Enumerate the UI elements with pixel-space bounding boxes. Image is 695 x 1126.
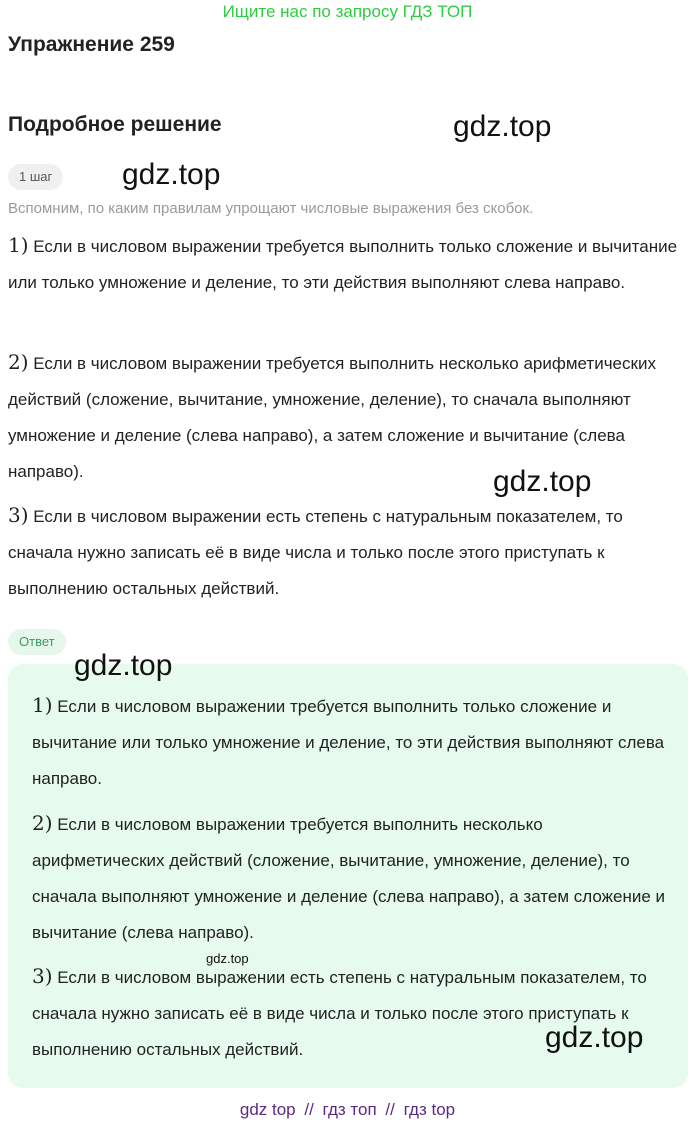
rule-text: Если в числовом выражении есть степень с натуральным показателем, то сначала нужно записать её в виде числа и только после этого приступать к выполнению остальных действий. <box>8 507 623 598</box>
watermark: gdz.top <box>74 649 173 682</box>
footer-link[interactable]: гдз top <box>403 1100 456 1119</box>
rule-number: 3) <box>8 503 29 527</box>
rule-item <box>8 227 680 301</box>
section-title: Подробное решение <box>8 113 222 136</box>
answer-badge: Ответ <box>8 629 66 655</box>
watermark: gdz.top <box>545 1021 644 1054</box>
page-title: Упражнение 259 <box>8 33 175 56</box>
footer-link[interactable]: гдз топ <box>322 1100 377 1119</box>
rule-text: Если в числовом выражении требуется выполнить несколько арифметических действий (сложение, вычитание, умножение, деление), то сначала выполняют умножение и деление (слева направо), а затем сложение и вычитание (слева направо). <box>8 354 656 481</box>
hint-text: Вспомним, по каким правилам упрощают числовые выражения без скобок. <box>8 200 534 217</box>
footer-separator: // <box>385 1100 395 1119</box>
rule-item <box>8 497 680 607</box>
rule-number: 2) <box>8 350 29 374</box>
footer-links <box>0 1100 695 1120</box>
answer-item <box>32 805 672 951</box>
rule-number: 1) <box>8 233 29 257</box>
watermark: gdz.top <box>122 158 221 191</box>
answer-number: 2) <box>32 811 53 835</box>
watermark: gdz.top <box>453 110 552 143</box>
answer-item <box>32 687 672 797</box>
answer-text: Если в числовом выражении есть степень с натуральным показателем, то сначала нужно записать её в виде числа и только после этого приступать к выполнению остальных действий. <box>32 968 647 1059</box>
search-banner: Ищите нас по запросу ГДЗ ТОП <box>222 2 473 21</box>
step-badge: 1 шаг <box>8 164 63 190</box>
footer-link[interactable]: gdz top <box>239 1100 296 1119</box>
answer-number: 3) <box>32 964 53 988</box>
answer-number: 1) <box>32 693 53 717</box>
watermark: gdz.top <box>493 465 592 498</box>
rule-text: Если в числовом выражении требуется выполнить только сложение и вычитание или только умножение и деление, то эти действия выполняют слева направо. <box>8 237 678 292</box>
footer-separator: // <box>304 1100 314 1119</box>
watermark: gdz.top <box>206 951 249 966</box>
answer-text: Если в числовом выражении требуется выполнить только сложение и вычитание или только умножение и деление, то эти действия выполняют слева направо. <box>32 697 665 788</box>
answer-text: Если в числовом выражении требуется выполнить несколько арифметических действий (сложение, вычитание, умножение, деление), то сначала выполняют умножение и деление (слева направо), а затем сложение и вычитание (слева направо). <box>32 815 666 942</box>
